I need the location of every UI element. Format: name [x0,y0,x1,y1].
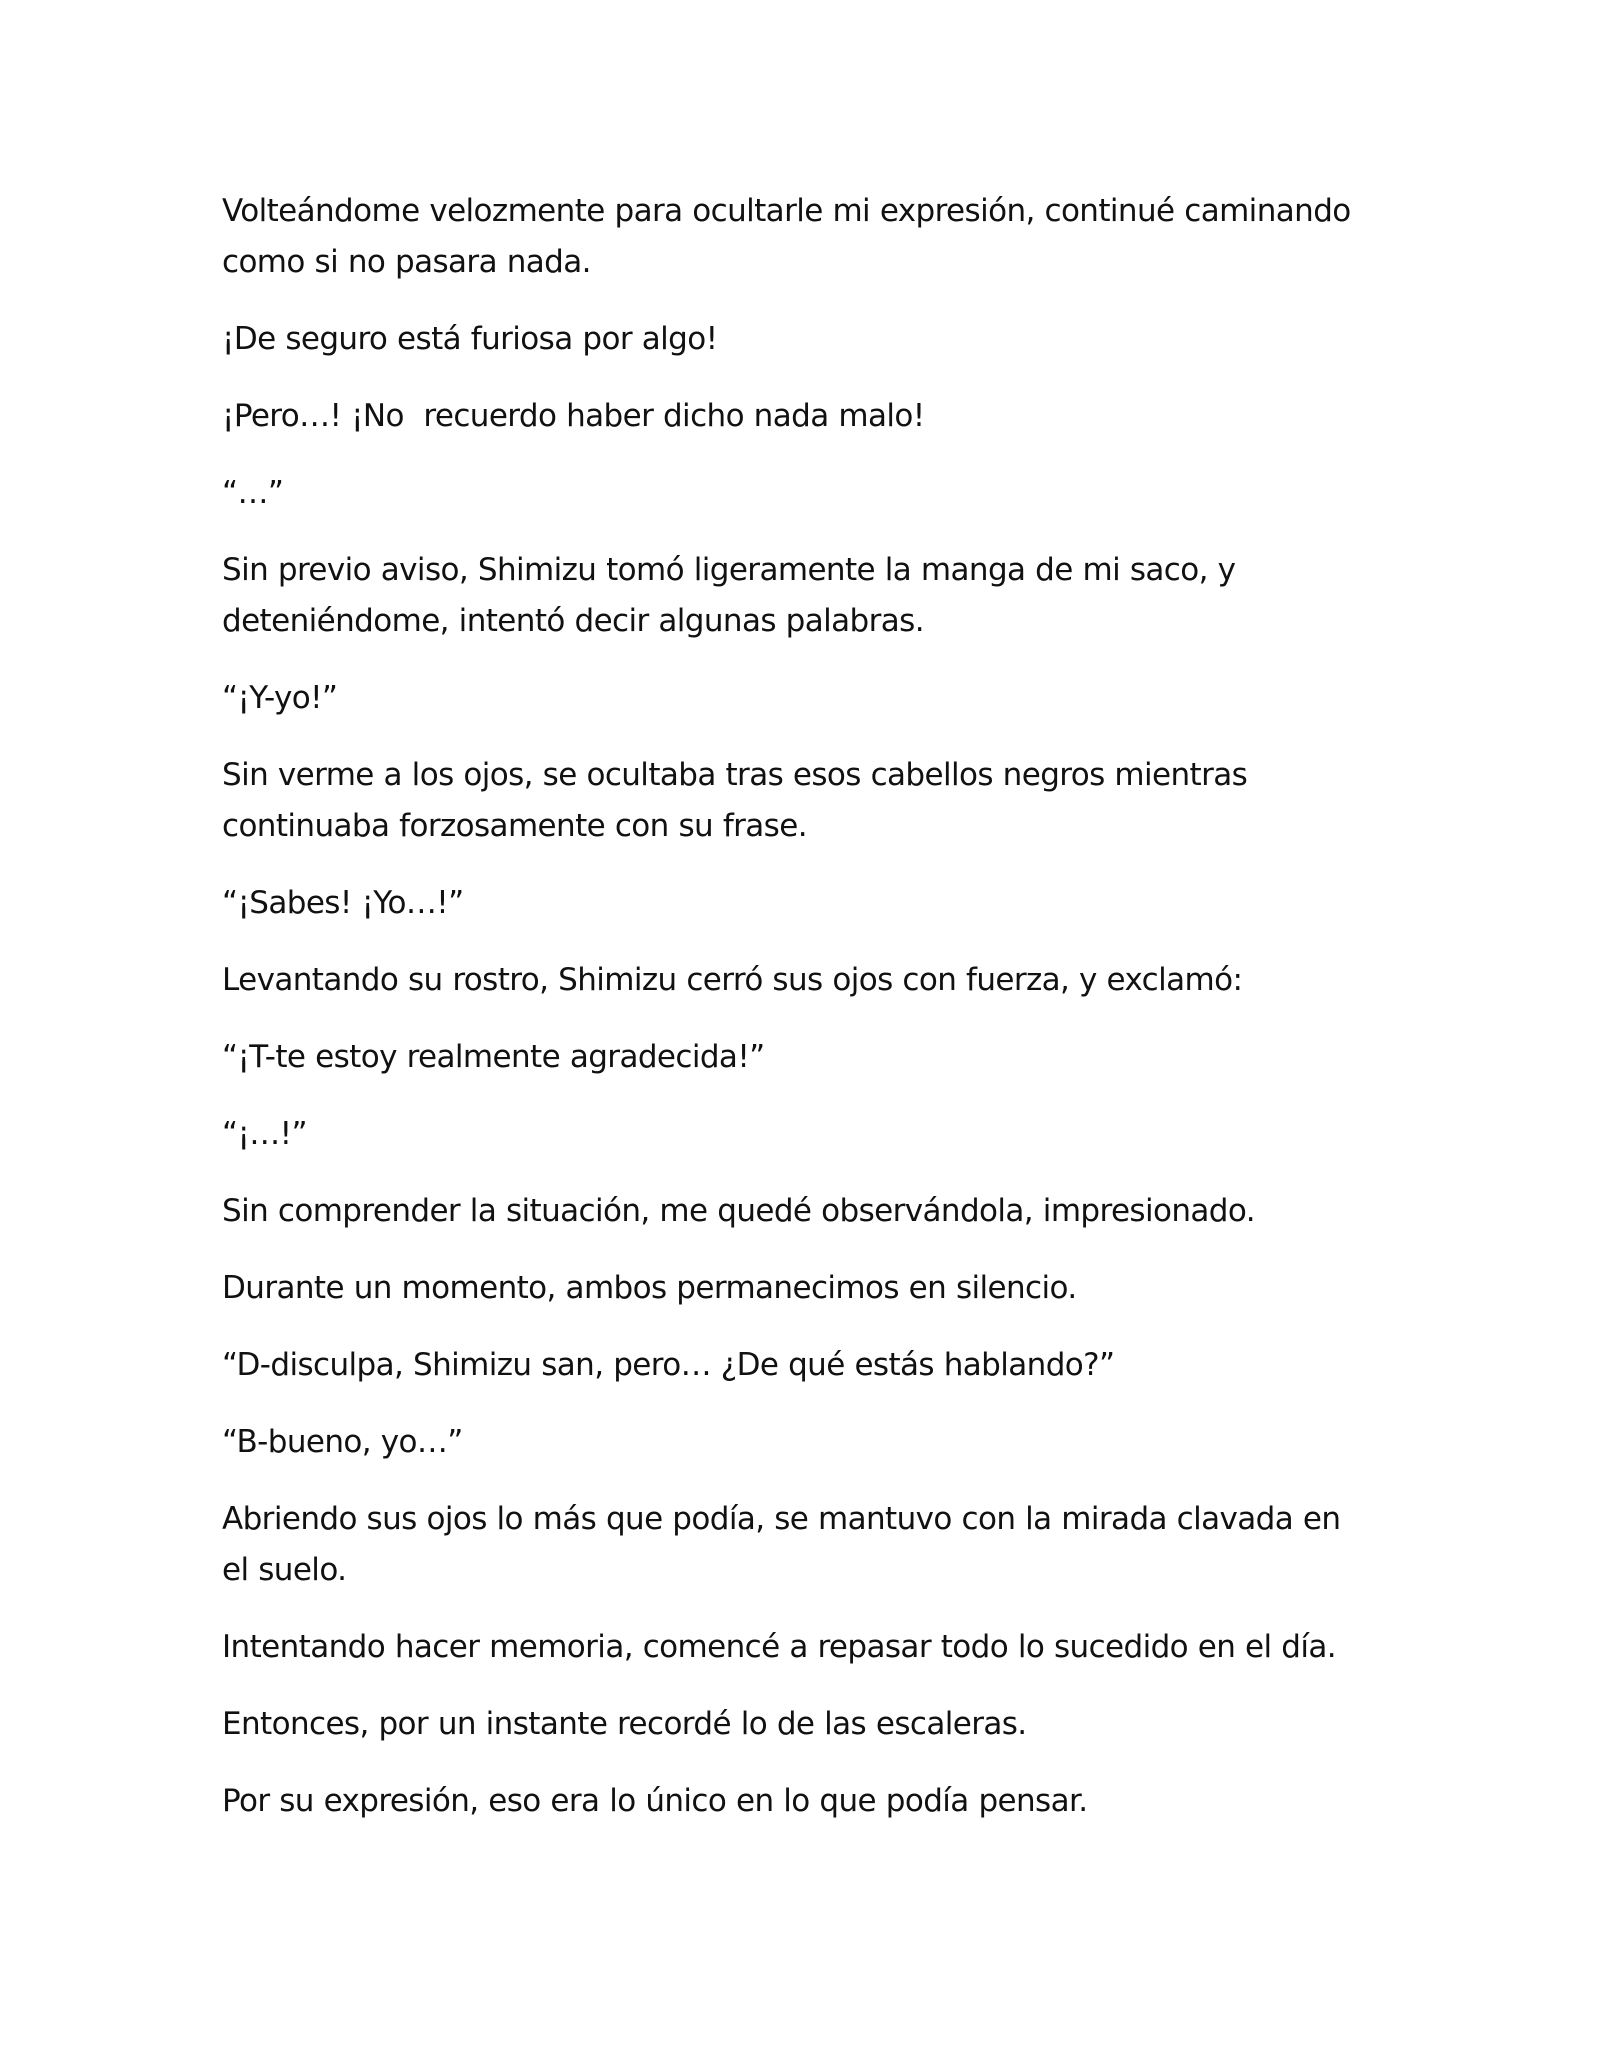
paragraph: Sin comprender la situación, me quedé observándola, impresionado. [222,1193,1255,1229]
paragraph: Levantando su rostro, Shimizu cerró sus ojos con fuerza, y exclamó: [222,962,1243,998]
paragraph: “B-bueno, yo…” [222,1424,463,1460]
paragraph: ¡De seguro está furiosa por algo! [222,321,718,357]
document-body [222,186,1372,1853]
paragraph: Por su expresión, eso era lo único en lo que podía pensar. [222,1783,1088,1819]
paragraph: “¡…!” [222,1116,307,1152]
paragraph: Entonces, por un instante recordé lo de las escaleras. [222,1706,1027,1742]
paragraph: “¡Sabes! ¡Yo…!” [222,885,464,921]
paragraph: Abriendo sus ojos lo más que podía, se mantuvo con la mirada clavada en el suelo. [222,1501,1351,1588]
paragraph: “¡Y-yo!” [222,680,338,716]
paragraph: Volteándome velozmente para ocultarle mi expresión, continué caminando como si no pasara nada. [222,193,1361,280]
paragraph: Intentando hacer memoria, comencé a repasar todo lo sucedido en el día. [222,1629,1337,1665]
paragraph: Durante un momento, ambos permanecimos en silencio. [222,1270,1077,1306]
paragraph: “¡T-te estoy realmente agradecida!” [222,1039,765,1075]
paragraph: Sin previo aviso, Shimizu tomó ligeramente la manga de mi saco, y deteniéndome, intentó decir algunas palabras. [222,552,1246,639]
paragraph: Sin verme a los ojos, se ocultaba tras esos cabellos negros mientras continuaba forzosamente con su frase. [222,757,1257,844]
paragraph: ¡Pero…! ¡No recuerdo haber dicho nada malo! [222,398,925,434]
paragraph: “…” [222,475,284,511]
paragraph: “D-disculpa, Shimizu san, pero… ¿De qué estás hablando?” [222,1347,1115,1383]
